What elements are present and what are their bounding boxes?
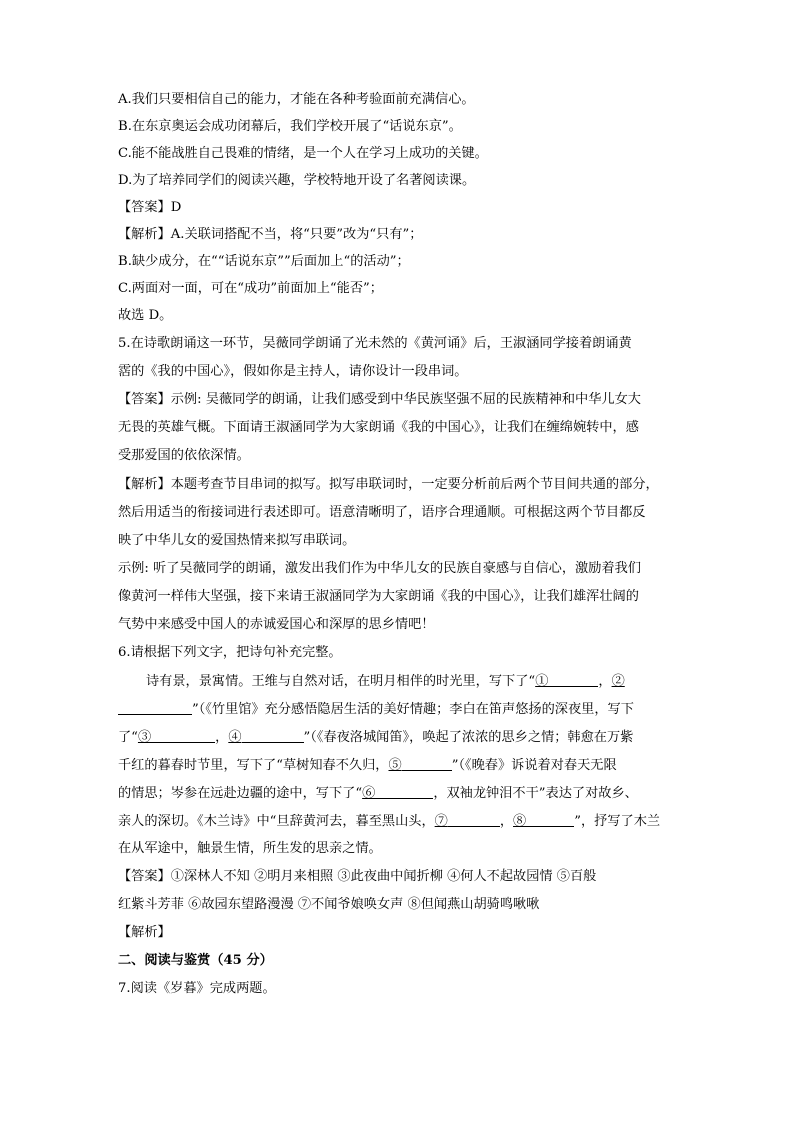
q5-stem-1: 5.在诗歌朗诵这一环节，吴薇同学朗诵了光未然的《黄河诵》后，王淑涵同学接着朗诵黄 bbox=[118, 336, 632, 351]
blank-6 bbox=[375, 783, 433, 799]
q4-analysis-2: B.缺少成分，在““话说东京””后面加上“的活动”； bbox=[118, 254, 410, 269]
blank-6-number: ⑥ bbox=[362, 786, 376, 801]
q6-passage-line-3: 了“③ ，④ ”（《春夜洛城闻笛》，唤起了浓浓的思乡之情；韩愈在万紫 bbox=[118, 727, 633, 748]
q4-analysis-1: 【解析】A.关联词搭配不当，将“只要”改为“只有”； bbox=[118, 227, 423, 242]
blank-7 bbox=[448, 811, 500, 827]
section-2-title: 二、阅读与鉴赏（45 分） bbox=[118, 953, 273, 968]
q4-analysis-4: 故选 D。 bbox=[118, 308, 173, 323]
q5-example-1: 示例: 听了吴薇同学的朗诵，激发出我们作为中华儿女的民族自豪感与自信心，激励着我们 bbox=[118, 561, 641, 576]
blank-3-number: ③ bbox=[137, 730, 152, 745]
q4-option-a: A.我们只要相信自己的能力，才能在各种考验面前充满信心。 bbox=[118, 92, 475, 107]
q5-example-3: 气势中来感受中国人的赤诚爱国心和深厚的思乡情吧！ bbox=[118, 617, 435, 632]
q6-answer-2: 红紫斗芳菲 ⑥故园东望路漫漫 ⑦不闻爷娘唤女声 ⑧但闻燕山胡骑鸣啾啾 bbox=[118, 897, 540, 912]
q4-answer: 【答案】D bbox=[118, 200, 182, 215]
q5-answer-2: 无畏的英雄气概。下面请王淑涵同学为大家朗诵《我的中国心》，让我们在缠绵婉转中，感 bbox=[118, 420, 639, 435]
blank-5-number: ⑤ bbox=[388, 758, 402, 773]
q6-stem: 6.请根据下列文字，把诗句补充完整。 bbox=[118, 645, 342, 660]
q5-analysis-1: 【解析】本题考查节目串词的拟写。拟写串联词时，一定要分析前后两个节目间共通的部分， bbox=[118, 477, 659, 492]
blank-3 bbox=[151, 727, 215, 743]
blank-5 bbox=[402, 755, 452, 771]
q5-answer-3: 受那爱国的依依深情。 bbox=[118, 448, 250, 463]
q6-passage-line-2: ”（《竹里馆》充分感悟隐居生活的美好情趣；李白在笛声悠扬的深夜里，写下 bbox=[118, 699, 634, 720]
q4-option-d: D.为了培养同学们的阅读兴趣，学校特地开设了名著阅读课。 bbox=[118, 173, 476, 188]
blank-1-number: ① bbox=[535, 674, 549, 689]
blank-4 bbox=[242, 727, 304, 743]
q4-option-c: C.能不能战胜自己畏难的情绪，是一个人在学习上成功的关键。 bbox=[118, 146, 488, 161]
q4-option-b: B.在东京奥运会成功闭幕后，我们学校开展了“话说东京”。 bbox=[118, 119, 462, 134]
blank-7-number: ⑦ bbox=[434, 814, 448, 829]
q6-passage-line-5: 的情思；岑参在远赴边疆的途中，写下了“⑥ ，双袖龙钟泪不干”表达了对故乡、 bbox=[118, 783, 638, 804]
blank-8 bbox=[526, 811, 574, 827]
q5-stem-2: 霑的《我的中国心》，假如你是主持人，请你设计一段串词。 bbox=[118, 364, 468, 379]
q6-analysis: 【解析】 bbox=[118, 925, 171, 940]
blank-4-number: ④ bbox=[228, 730, 242, 745]
q6-answer-1: 【答案】①深林人不知 ②明月来相照 ③此夜曲中闻折柳 ④何人不起故园情 ⑤百般 bbox=[118, 869, 597, 884]
q6-passage-line-6: 亲人的深切。《木兰诗》中“旦辞黄河去，暮至黑山头，⑦ ，⑧ ”，抒写了木兰 bbox=[118, 811, 660, 832]
blank-2-number: ② bbox=[611, 674, 625, 689]
q6-passage-line-7: 在从军途中，触景生情，所生发的思亲之情。 bbox=[118, 841, 382, 856]
q5-analysis-3: 映了中华儿女的爱国热情来拟写串联词。 bbox=[118, 533, 356, 548]
blank-2 bbox=[118, 699, 192, 715]
q5-answer-1: 【答案】示例: 吴薇同学的朗诵，让我们感受到中华民族坚强不屈的民族精神和中华儿女大 bbox=[118, 392, 641, 407]
q7-stem: 7.阅读《岁暮》完成两题。 bbox=[118, 981, 276, 996]
q6-passage-line-4: 千红的暮春时节里，写下了“草树知春不久归，⑤ ”（《晚春》诉说着对春天无限 bbox=[118, 755, 617, 776]
blank-1 bbox=[548, 671, 598, 687]
q5-example-2: 像黄河一样伟大坚强，接下来请王淑涵同学为大家朗诵《我的中国心》，让我们雄浑壮阔的 bbox=[118, 589, 639, 604]
q6-passage-line-1: 诗有景，景寓情。王维与自然对话，在明月相伴的时光里，写下了“① ，② bbox=[146, 671, 625, 692]
blank-8-number: ⑧ bbox=[513, 814, 527, 829]
q5-analysis-2: 然后用适当的衔接词进行表述即可。语意清晰明了，语序合理通顺。可根据这两个节目都反 bbox=[118, 505, 646, 520]
q4-analysis-3: C.两面对一面，可在“成功”前面加上“能否”； bbox=[118, 281, 383, 296]
